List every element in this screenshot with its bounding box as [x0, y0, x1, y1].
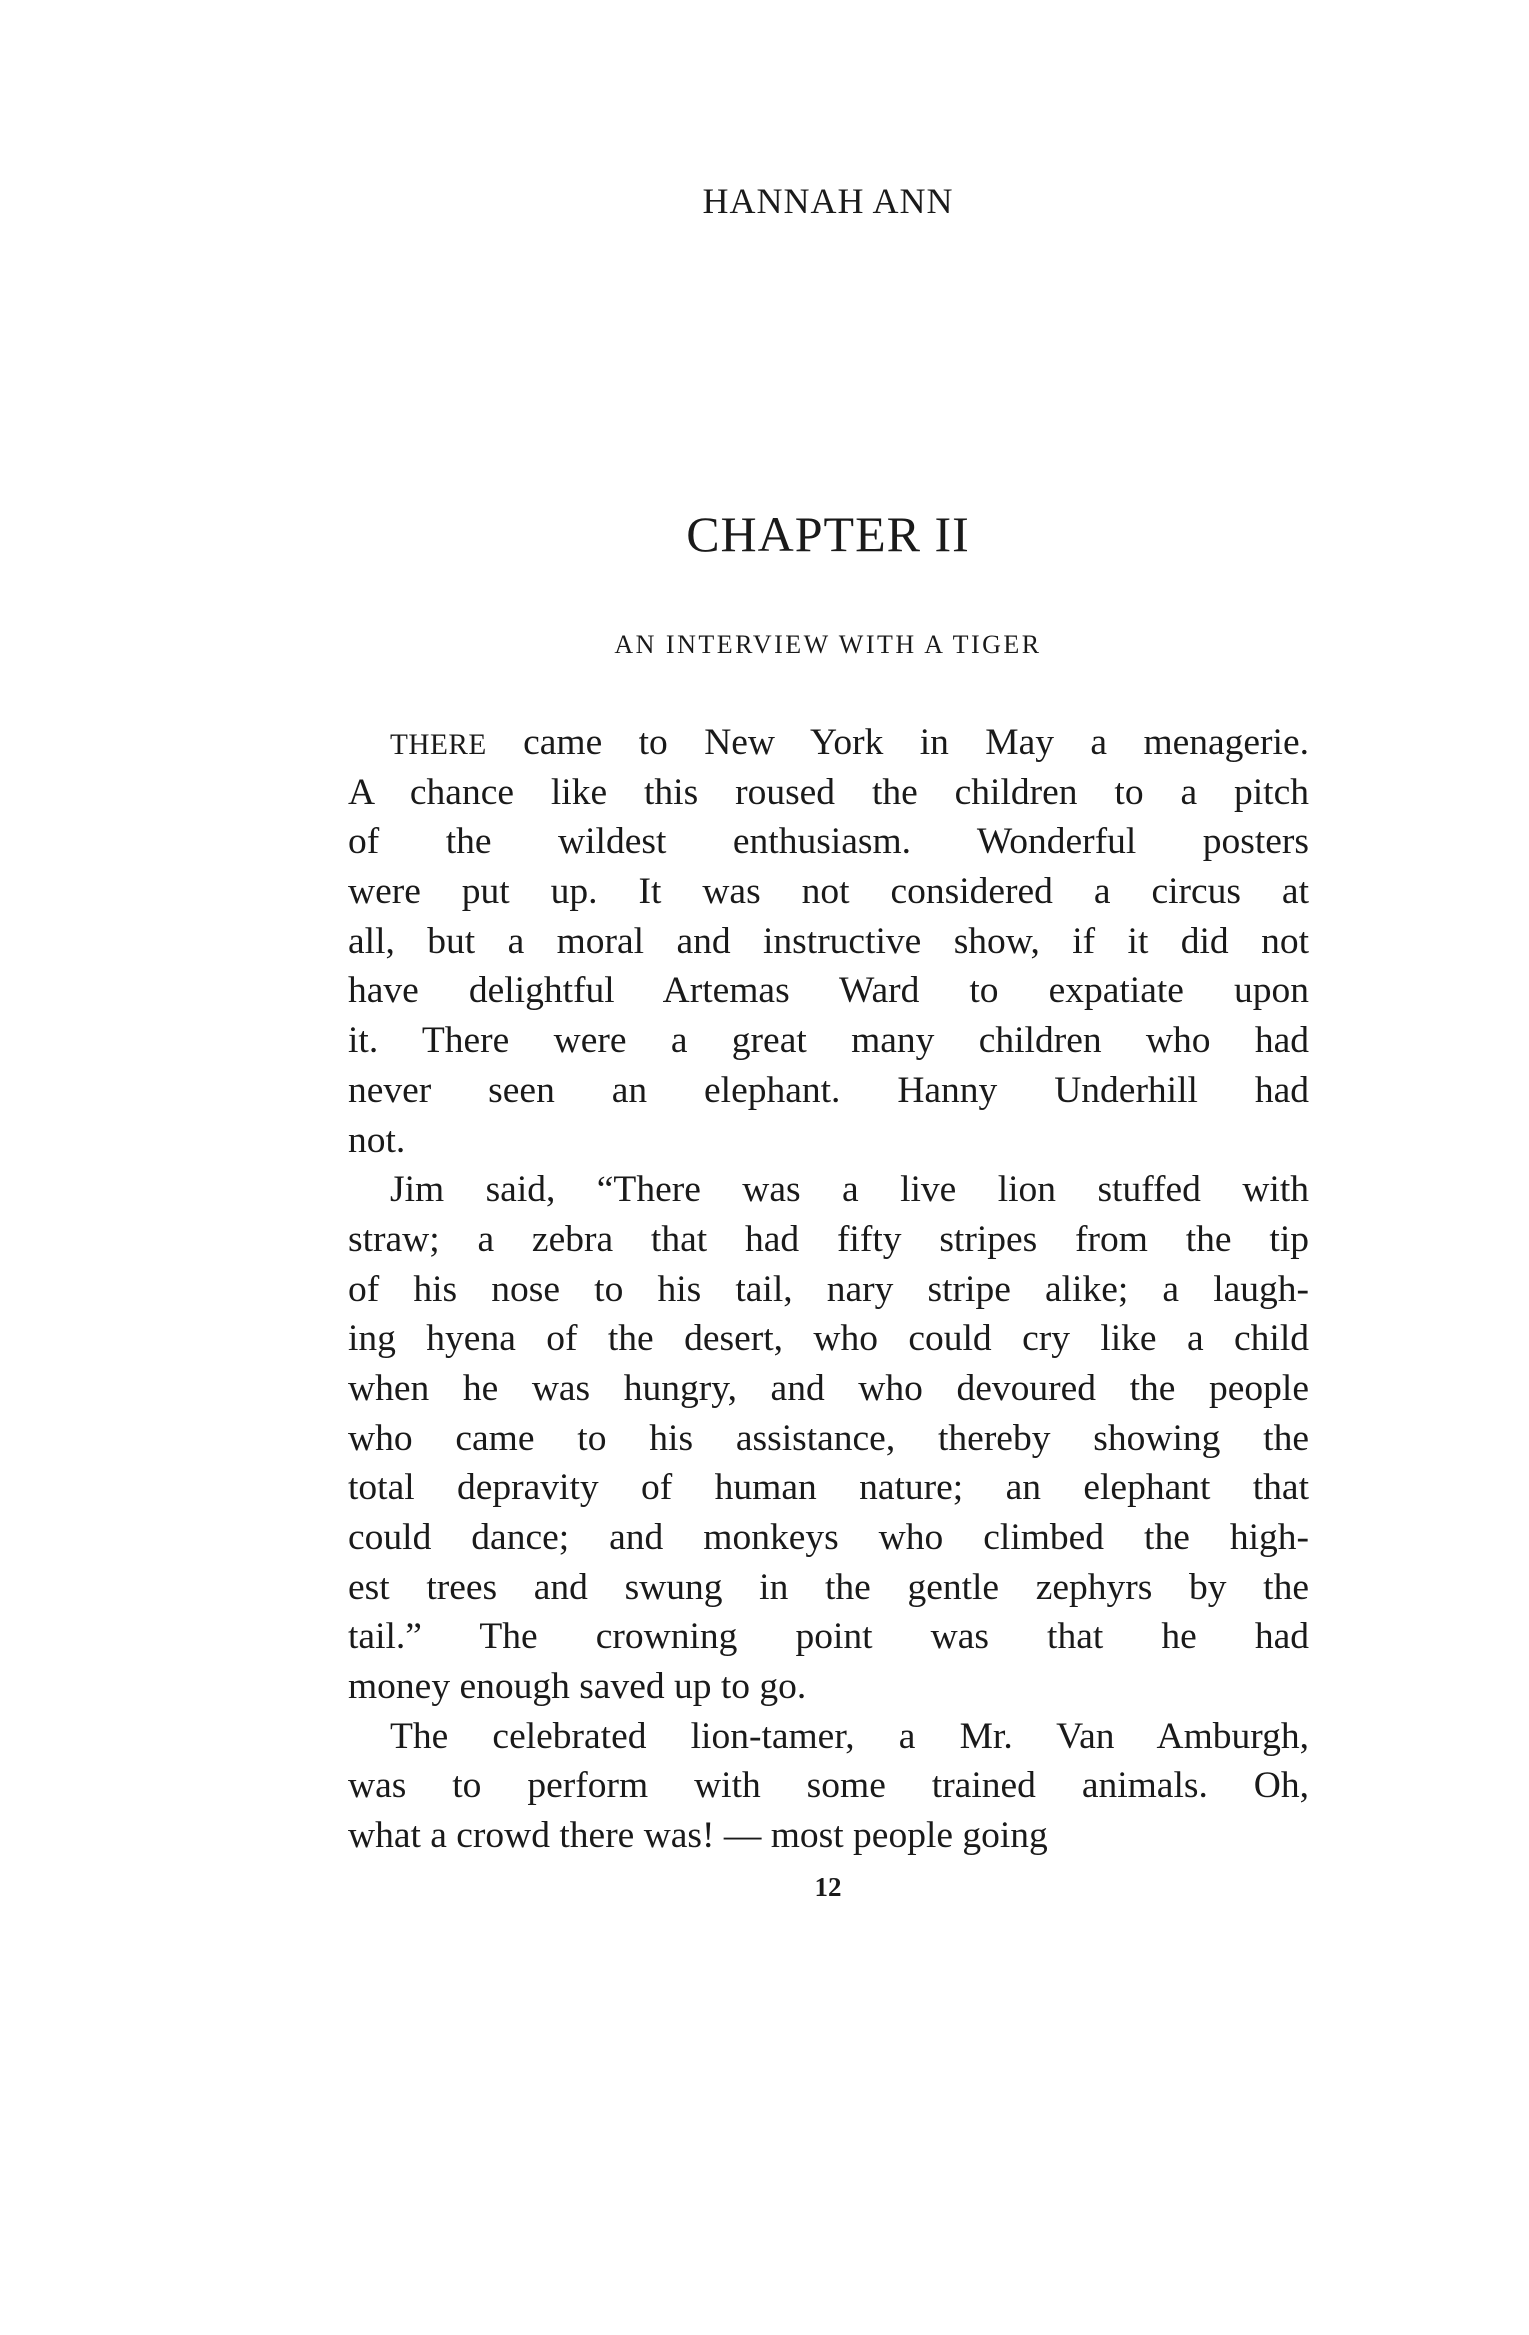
- text-line: A chance like this roused the children to a pitch: [348, 771, 1309, 813]
- text-line: not.: [348, 1119, 406, 1161]
- chapter-title: CHAPTER II: [686, 506, 970, 562]
- chapter-subtitle: AN INTERVIEW WITH A TIGER: [614, 630, 1042, 659]
- text-line: all, but a moral and instructive show, if it did not: [348, 920, 1309, 962]
- text-line: money enough saved up to go.: [348, 1666, 807, 1708]
- text-line: tail.” The crowning point was that he had: [348, 1616, 1309, 1658]
- text-line: ing hyena of the desert, who could cry like a child: [348, 1318, 1309, 1360]
- page-number: 12: [814, 1872, 842, 1902]
- text-line: [348, 718, 1309, 768]
- text-line: Jim said, “There was a live lion stuffed with: [390, 1169, 1309, 1211]
- text-line: never seen an elephant. Hanny Underhill had: [348, 1069, 1309, 1111]
- text-line: was to perform with some trained animals. Oh,: [348, 1765, 1309, 1807]
- text-line: straw; a zebra that had fifty stripes from the tip: [348, 1218, 1309, 1260]
- text-line: what a crowd there was! — most people going: [348, 1815, 1048, 1857]
- text-line: have delightful Artemas Ward to expatiate upon: [348, 970, 1309, 1012]
- text-line: The celebrated lion-tamer, a Mr. Van Amburgh,: [390, 1715, 1309, 1757]
- text-line: of the wildest enthusiasm. Wonderful posters: [348, 821, 1309, 863]
- body-text: [348, 718, 1309, 1861]
- text-line: est trees and swung in the gentle zephyrs by the: [348, 1566, 1309, 1608]
- text-line: total depravity of human nature; an elephant that: [348, 1467, 1309, 1509]
- text-line: it. There were a great many children who had: [348, 1020, 1309, 1062]
- running-head: HANNAH ANN: [702, 181, 954, 221]
- text-line: when he was hungry, and who devoured the people: [348, 1367, 1309, 1409]
- text-line: of his nose to his tail, nary stripe alike; a laugh-: [348, 1268, 1309, 1310]
- text-line: who came to his assistance, thereby showing the: [348, 1417, 1309, 1459]
- line-text: came to New York in May a menagerie.: [486, 722, 1309, 763]
- text-line: could dance; and monkeys who climbed the high-: [348, 1517, 1309, 1558]
- small-caps-lead: THERE: [390, 729, 487, 761]
- text-line: were put up. It was not considered a circus at: [348, 871, 1309, 913]
